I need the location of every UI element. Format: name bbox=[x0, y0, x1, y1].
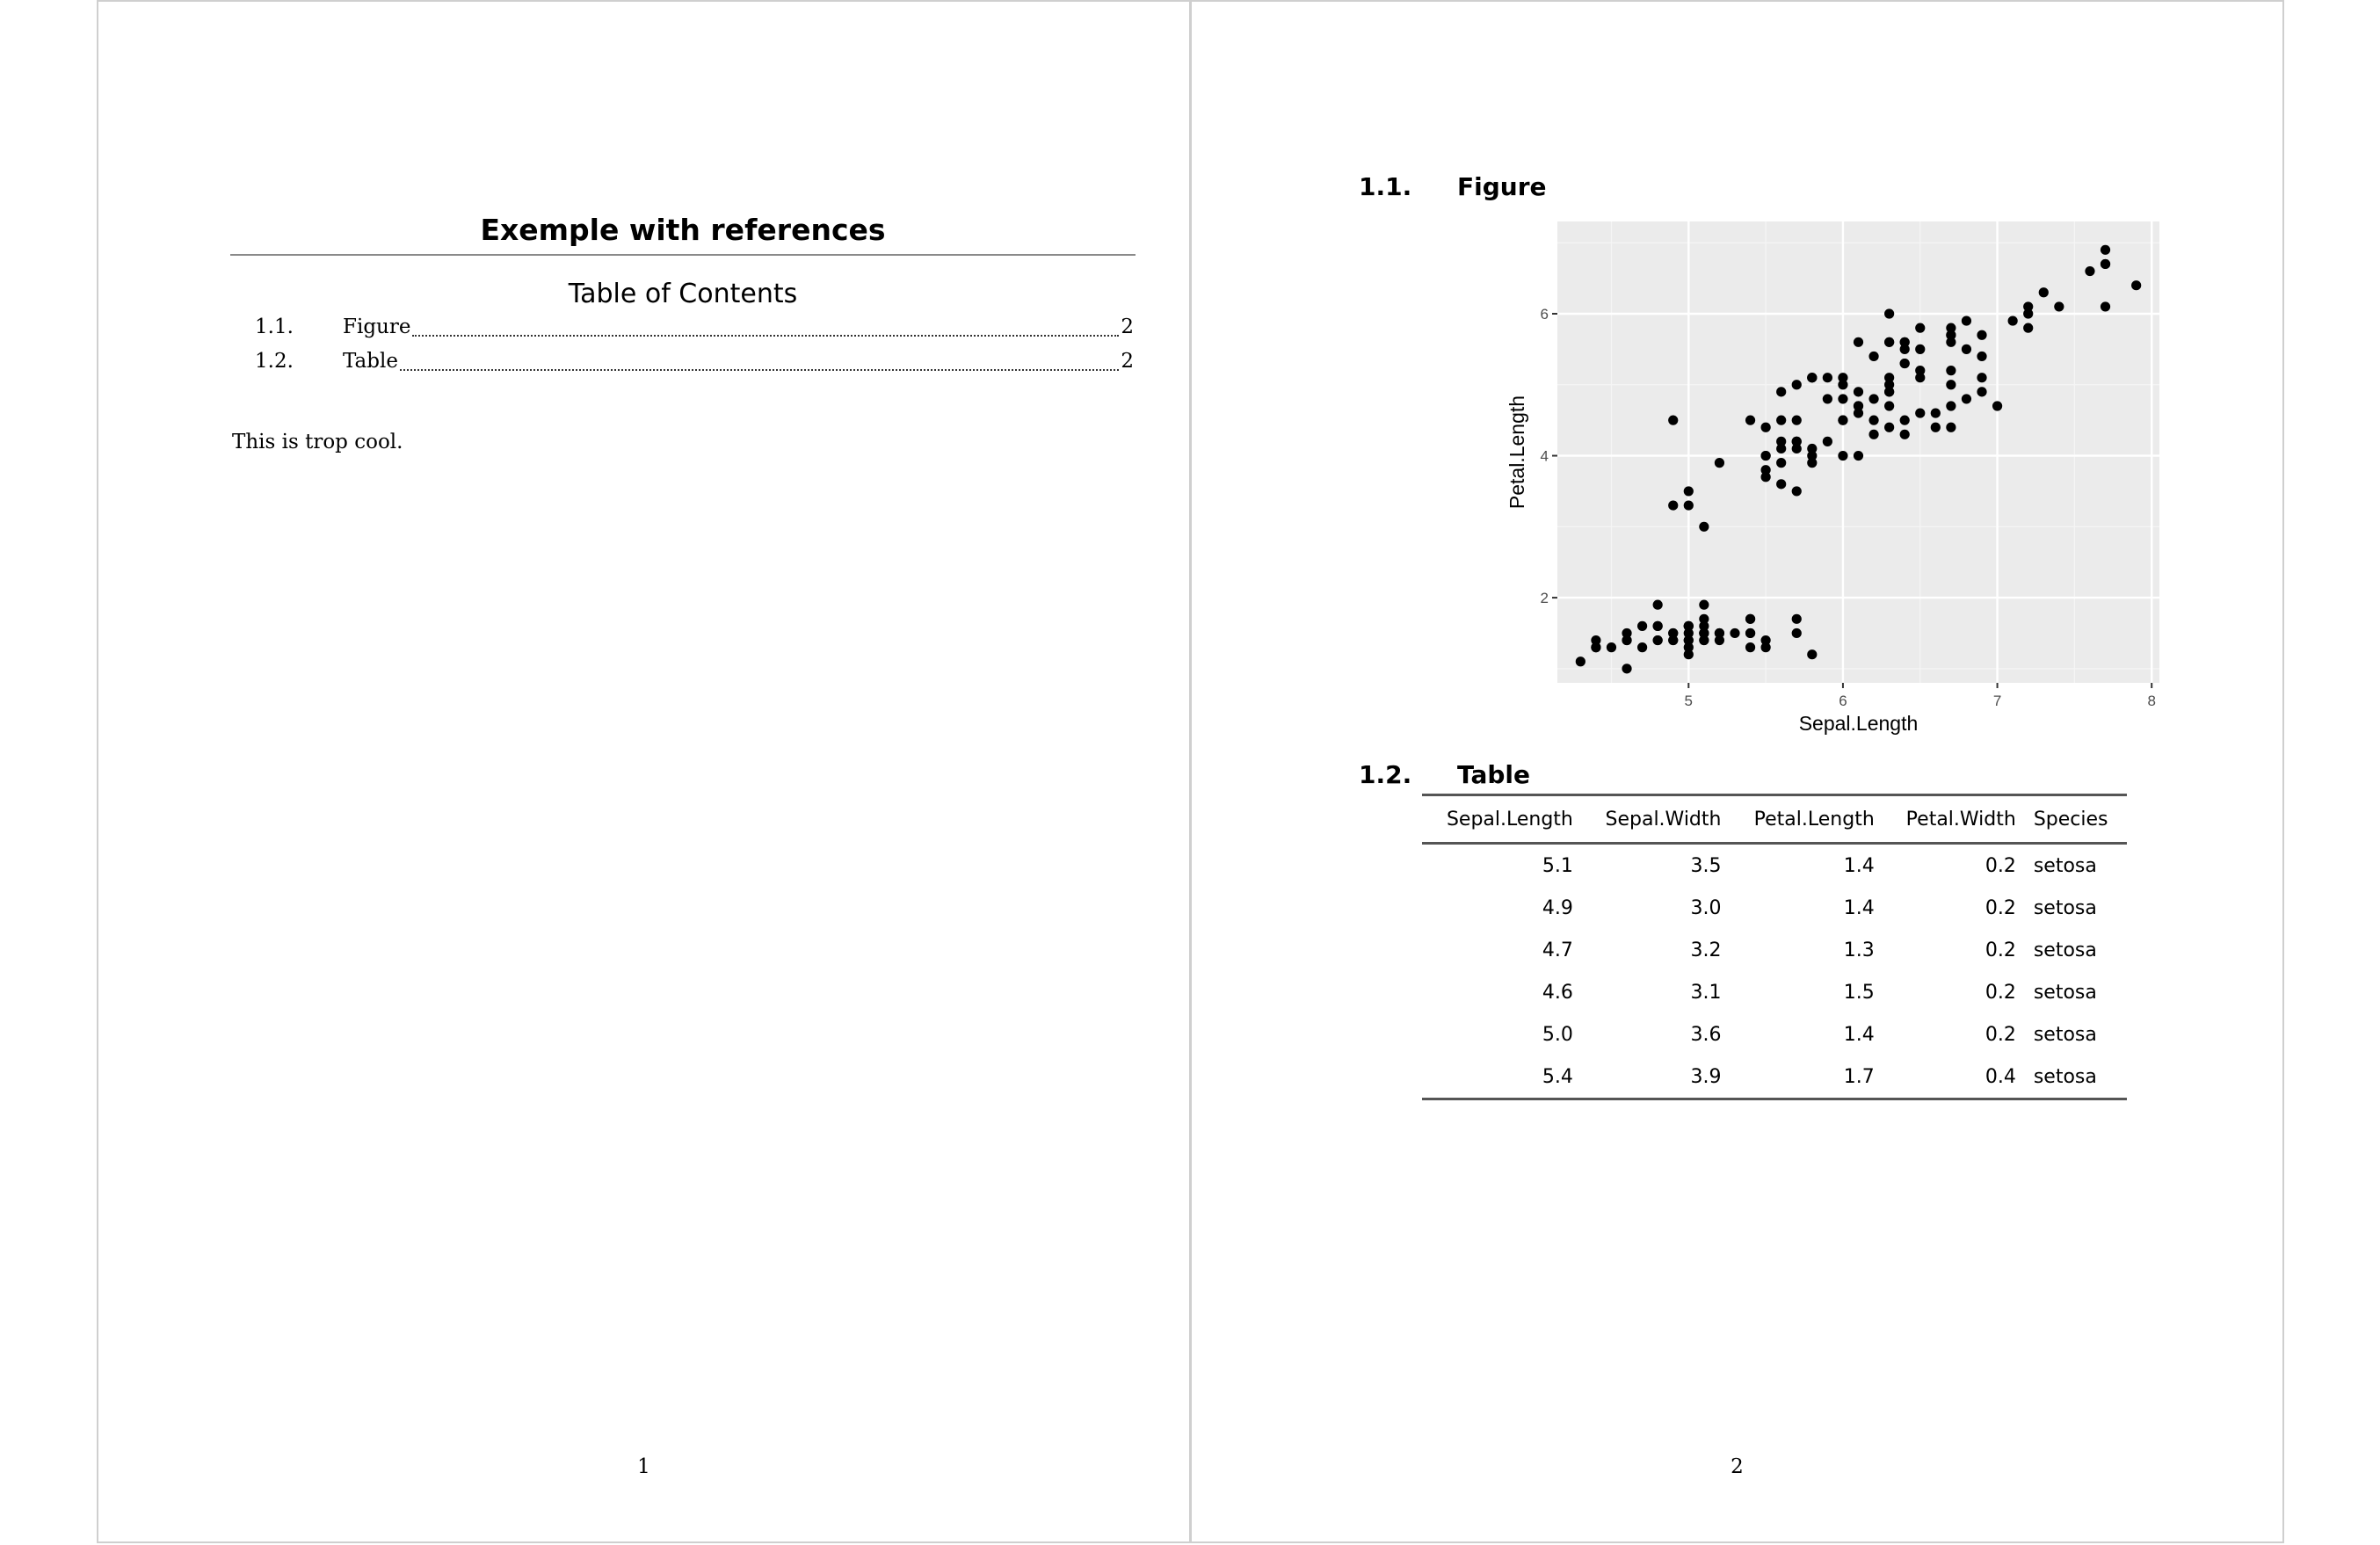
table-cell: setosa bbox=[2033, 854, 2097, 877]
y-tick-label: 6 bbox=[1540, 306, 1549, 323]
toc-leader-dots bbox=[412, 335, 1119, 337]
page-number: 2 bbox=[1731, 1455, 1744, 1478]
data-point bbox=[1884, 401, 1894, 410]
data-point bbox=[1977, 352, 1986, 361]
toc-entry-label: Figure bbox=[343, 316, 411, 338]
document-title: Exemple with references bbox=[480, 213, 886, 247]
table-cell: 3.9 bbox=[1690, 1065, 1722, 1088]
data-point bbox=[1962, 316, 1971, 325]
table-cell: 4.9 bbox=[1542, 896, 1573, 919]
table-cell: 4.6 bbox=[1542, 981, 1573, 1004]
data-point bbox=[1792, 628, 1802, 638]
toc-leader-dots bbox=[400, 369, 1119, 371]
data-point bbox=[1977, 373, 1986, 382]
table-cell: 1.5 bbox=[1843, 981, 1875, 1004]
toc-entry-figure[interactable] bbox=[255, 316, 1134, 342]
data-point bbox=[2023, 308, 2033, 318]
data-point bbox=[1761, 423, 1771, 432]
section-title: Table bbox=[1457, 760, 1531, 789]
data-point bbox=[1792, 444, 1802, 453]
data-point bbox=[1699, 600, 1709, 610]
data-point bbox=[1946, 401, 1956, 410]
data-point bbox=[1637, 642, 1647, 652]
data-point bbox=[1776, 416, 1786, 425]
data-point bbox=[1946, 423, 1956, 432]
table-row bbox=[1422, 1013, 2127, 1055]
data-point bbox=[1807, 373, 1817, 382]
data-point bbox=[1792, 486, 1802, 496]
table-row bbox=[1422, 929, 2127, 971]
toc-entry-number: 1.2. bbox=[255, 350, 294, 373]
data-point bbox=[1807, 649, 1817, 659]
data-point bbox=[1884, 380, 1894, 389]
data-point bbox=[1745, 628, 1755, 638]
data-point bbox=[1699, 621, 1709, 631]
column-header: Petal.Width bbox=[1883, 795, 2025, 844]
data-point bbox=[1715, 628, 1724, 638]
data-point bbox=[1653, 635, 1663, 645]
data-point bbox=[1823, 437, 1832, 446]
data-point bbox=[2101, 259, 2110, 269]
data-point bbox=[1946, 380, 1956, 389]
table-cell: 3.1 bbox=[1690, 981, 1722, 1004]
data-point bbox=[1776, 458, 1786, 468]
data-point bbox=[1653, 621, 1663, 631]
data-point bbox=[1915, 323, 1925, 333]
body-paragraph: This is trop cool. bbox=[232, 431, 403, 453]
table-cell: 0.2 bbox=[1985, 939, 2016, 961]
table-cell: setosa bbox=[2033, 1065, 2097, 1088]
table-cell: 3.2 bbox=[1690, 939, 1722, 961]
data-point bbox=[1884, 308, 1894, 318]
table-row bbox=[1422, 1055, 2127, 1099]
data-point bbox=[1684, 500, 1694, 510]
column-header: Species bbox=[2025, 795, 2127, 844]
data-point bbox=[1745, 614, 1755, 624]
data-point bbox=[1946, 366, 1956, 375]
table-cell: 5.4 bbox=[1542, 1065, 1573, 1088]
data-point bbox=[1900, 359, 1910, 368]
data-point bbox=[1884, 423, 1894, 432]
data-point bbox=[1915, 345, 1925, 354]
toc-entry-page: 2 bbox=[1121, 350, 1134, 373]
table-cell: 1.3 bbox=[1843, 939, 1875, 961]
table-cell: 0.2 bbox=[1985, 854, 2016, 877]
data-point bbox=[1699, 522, 1709, 532]
toc-entry-label: Table bbox=[343, 350, 398, 373]
data-point bbox=[1838, 416, 1847, 425]
data-point bbox=[1823, 394, 1832, 403]
page-1 bbox=[97, 0, 1191, 1543]
table-row bbox=[1422, 844, 2127, 888]
table-cell: 1.4 bbox=[1843, 896, 1875, 919]
data-point bbox=[1838, 451, 1847, 461]
data-point bbox=[1992, 401, 2002, 410]
data-point bbox=[2131, 280, 2141, 290]
data-point bbox=[2101, 301, 2110, 311]
data-point bbox=[1792, 416, 1802, 425]
data-point bbox=[1915, 408, 1925, 417]
table-cell: setosa bbox=[2033, 939, 2097, 961]
data-point bbox=[1684, 621, 1694, 631]
data-point bbox=[1745, 642, 1755, 652]
data-point bbox=[1607, 642, 1616, 652]
table-cell: 3.0 bbox=[1690, 896, 1722, 919]
scatter-plot bbox=[1447, 213, 2156, 740]
data-point bbox=[1622, 664, 1631, 673]
data-point bbox=[1684, 486, 1694, 496]
table-cell: 0.2 bbox=[1985, 896, 2016, 919]
table-cell: 0.2 bbox=[1985, 981, 2016, 1004]
x-tick-label: 6 bbox=[1839, 693, 1847, 709]
section-heading-figure bbox=[1359, 172, 1547, 201]
data-point bbox=[1868, 394, 1878, 403]
data-point bbox=[2054, 301, 2064, 311]
data-point bbox=[1776, 479, 1786, 489]
x-tick-label: 8 bbox=[2147, 693, 2156, 709]
data-point bbox=[1900, 345, 1910, 354]
data-point bbox=[1745, 416, 1755, 425]
data-point bbox=[1668, 500, 1678, 510]
page-number: 1 bbox=[637, 1455, 650, 1478]
data-point bbox=[1884, 337, 1894, 347]
table-cell: 5.0 bbox=[1542, 1023, 1573, 1046]
column-header: Sepal.Length bbox=[1422, 795, 1582, 844]
data-point bbox=[1807, 451, 1817, 461]
data-point bbox=[1653, 600, 1663, 610]
toc-entry-table[interactable] bbox=[255, 350, 1134, 376]
x-tick-label: 5 bbox=[1684, 693, 1694, 709]
data-point bbox=[1576, 656, 1585, 666]
section-title: Figure bbox=[1457, 172, 1547, 201]
column-header: Sepal.Width bbox=[1582, 795, 1731, 844]
table-cell: setosa bbox=[2033, 1023, 2097, 1046]
data-point bbox=[1946, 330, 1956, 340]
table-cell: 0.4 bbox=[1985, 1065, 2016, 1088]
data-point bbox=[1977, 387, 1986, 396]
x-axis-label: Sepal.Length bbox=[1798, 712, 1919, 735]
data-point bbox=[1792, 380, 1802, 389]
data-point bbox=[1715, 458, 1724, 468]
data-point bbox=[1761, 472, 1771, 482]
iris-table bbox=[1422, 794, 2127, 1100]
toc-entry-page: 2 bbox=[1121, 316, 1134, 338]
column-header: Petal.Length bbox=[1730, 795, 1883, 844]
section-number: 1.2. bbox=[1359, 760, 1412, 789]
data-point bbox=[1591, 642, 1600, 652]
section-number: 1.1. bbox=[1359, 172, 1412, 201]
data-point bbox=[1761, 642, 1771, 652]
y-axis-label: Petal.Length bbox=[1506, 395, 1528, 510]
y-tick-label: 4 bbox=[1540, 447, 1549, 465]
data-point bbox=[1915, 366, 1925, 375]
data-point bbox=[1931, 423, 1941, 432]
data-point bbox=[1854, 408, 1863, 417]
data-point bbox=[1868, 352, 1878, 361]
x-tick-label: 7 bbox=[1992, 693, 2002, 709]
data-point bbox=[1868, 430, 1878, 439]
data-point bbox=[1962, 345, 1971, 354]
data-point bbox=[1931, 408, 1941, 417]
table-cell: 1.7 bbox=[1843, 1065, 1875, 1088]
data-point bbox=[1776, 437, 1786, 446]
data-point bbox=[1854, 451, 1863, 461]
data-point bbox=[1900, 416, 1910, 425]
table-cell: 1.4 bbox=[1843, 1023, 1875, 1046]
data-point bbox=[1792, 614, 1802, 624]
table-cell: 4.7 bbox=[1542, 939, 1573, 961]
data-point bbox=[1684, 635, 1694, 645]
table-cell: 3.6 bbox=[1690, 1023, 1722, 1046]
data-point bbox=[1900, 430, 1910, 439]
data-point bbox=[1838, 380, 1847, 389]
data-point bbox=[1776, 387, 1786, 396]
data-point bbox=[1962, 394, 1971, 403]
toc-entry-number: 1.1. bbox=[255, 316, 294, 338]
data-point bbox=[1730, 628, 1739, 638]
data-point bbox=[2008, 316, 2018, 325]
data-point bbox=[1668, 635, 1678, 645]
data-point bbox=[1668, 416, 1678, 425]
data-point bbox=[1622, 635, 1631, 645]
data-point bbox=[1868, 416, 1878, 425]
page-2 bbox=[1190, 0, 2284, 1543]
y-tick-label: 2 bbox=[1540, 590, 1549, 607]
section-heading-table bbox=[1359, 760, 1530, 789]
table-cell: 3.5 bbox=[1690, 854, 1722, 877]
data-point bbox=[2085, 266, 2094, 276]
table-cell: setosa bbox=[2033, 896, 2097, 919]
data-point bbox=[1637, 621, 1647, 631]
toc-heading: Table of Contents bbox=[568, 279, 798, 309]
title-rule bbox=[230, 254, 1136, 256]
table-row bbox=[1422, 887, 2127, 929]
table-header-row bbox=[1422, 795, 2127, 844]
table-cell: 5.1 bbox=[1542, 854, 1573, 877]
data-point bbox=[1838, 394, 1847, 403]
data-point bbox=[2039, 287, 2049, 297]
data-point bbox=[2023, 323, 2033, 333]
data-point bbox=[1761, 451, 1771, 461]
data-point bbox=[1977, 330, 1986, 340]
data-point bbox=[1823, 373, 1832, 382]
table-cell: setosa bbox=[2033, 981, 2097, 1004]
table-row bbox=[1422, 971, 2127, 1013]
data-point bbox=[1854, 387, 1863, 396]
data-point bbox=[1854, 337, 1863, 347]
table-cell: 1.4 bbox=[1843, 854, 1875, 877]
table-cell: 0.2 bbox=[1985, 1023, 2016, 1046]
data-point bbox=[2101, 245, 2110, 255]
